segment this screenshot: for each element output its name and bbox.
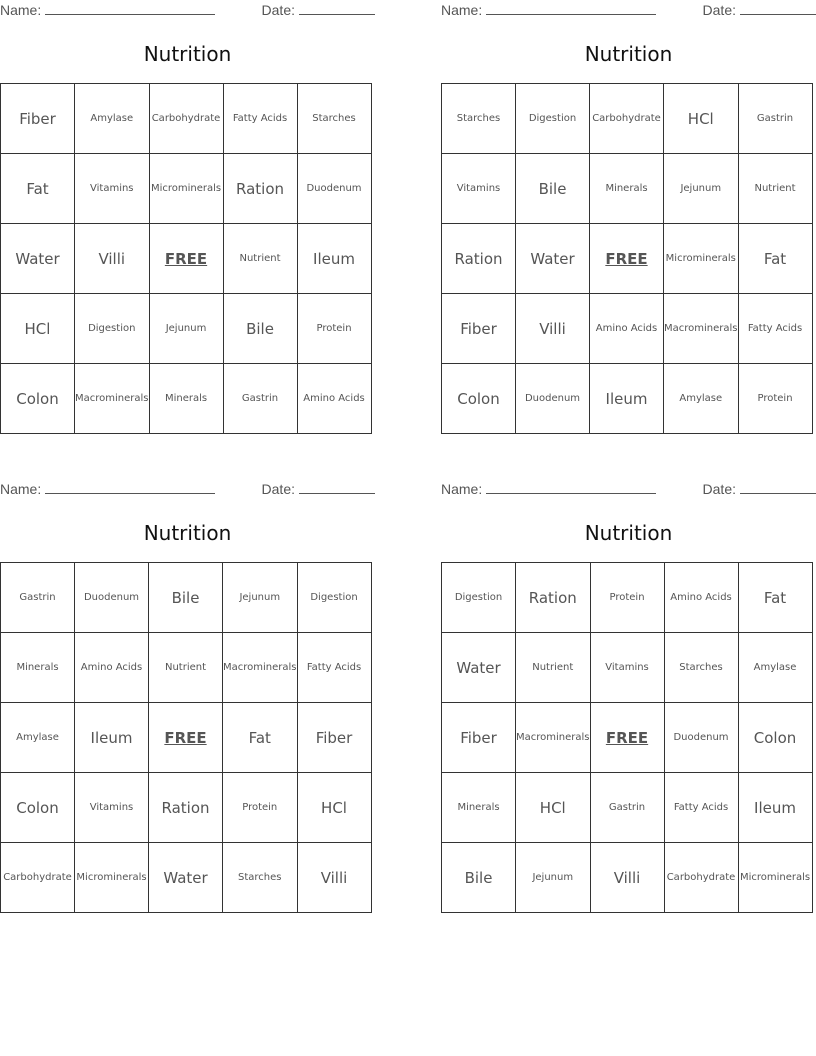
- date-label: Date:: [261, 481, 295, 497]
- bingo-cell[interactable]: Fiber: [442, 294, 516, 364]
- bingo-cell[interactable]: Digestion: [75, 294, 150, 364]
- bingo-cell[interactable]: Gastrin: [738, 84, 812, 154]
- grid-row: [442, 633, 813, 703]
- bingo-cell[interactable]: Amino Acids: [590, 294, 664, 364]
- bingo-cell[interactable]: Fiber: [1, 84, 75, 154]
- bingo-cell[interactable]: Colon: [442, 364, 516, 434]
- bingo-cell[interactable]: Ration: [516, 563, 591, 633]
- bingo-grid: [441, 83, 813, 434]
- bingo-cell[interactable]: Starches: [442, 84, 516, 154]
- bingo-cell[interactable]: Water: [442, 633, 516, 703]
- date-label: Date:: [702, 2, 736, 18]
- name-label: Name:: [441, 2, 483, 18]
- grid-row: [1, 703, 372, 773]
- bingo-cell[interactable]: Duodenum: [297, 154, 371, 224]
- bingo-cell[interactable]: Fatty Acids: [223, 84, 297, 154]
- bingo-cell[interactable]: Ration: [223, 154, 297, 224]
- name-label: Name:: [0, 2, 42, 18]
- bingo-cell[interactable]: Macrominerals: [75, 364, 150, 434]
- name-line: [486, 481, 656, 494]
- bingo-cell[interactable]: Bile: [223, 294, 297, 364]
- grid-row: [1, 563, 372, 633]
- name-field[interactable]: [0, 481, 215, 497]
- grid-row: [442, 154, 813, 224]
- bingo-cell[interactable]: Jejunum: [664, 154, 739, 224]
- grid-row: [1, 224, 372, 294]
- bingo-cell[interactable]: Jejunum: [149, 294, 223, 364]
- card-title: Nutrition: [584, 521, 673, 545]
- grid-row: [442, 773, 813, 843]
- free-space-cell[interactable]: FREE: [149, 224, 223, 294]
- bingo-cell[interactable]: Amylase: [1, 703, 75, 773]
- bingo-cell[interactable]: Gastrin: [1, 563, 75, 633]
- bingo-cell[interactable]: Duodenum: [664, 703, 738, 773]
- bingo-cell[interactable]: Colon: [1, 773, 75, 843]
- grid-row: [1, 633, 372, 703]
- card-title: Nutrition: [143, 42, 232, 66]
- name-label: Name:: [0, 481, 42, 497]
- bingo-grid: [441, 562, 813, 913]
- grid-row: [1, 154, 372, 224]
- grid-row: [442, 563, 813, 633]
- date-field[interactable]: [703, 2, 816, 18]
- bingo-cell[interactable]: Starches: [223, 843, 298, 913]
- date-line: [299, 481, 375, 494]
- bingo-cell[interactable]: Water: [516, 224, 590, 294]
- bingo-cell[interactable]: Gastrin: [590, 773, 664, 843]
- bingo-cell[interactable]: Amino Acids: [75, 633, 149, 703]
- bingo-cell[interactable]: Minerals: [1, 633, 75, 703]
- date-field[interactable]: [703, 481, 816, 497]
- free-space-cell[interactable]: FREE: [590, 224, 664, 294]
- bingo-cell[interactable]: Macrominerals: [516, 703, 591, 773]
- bingo-cell[interactable]: Fat: [223, 703, 298, 773]
- bingo-cell[interactable]: Ileum: [297, 224, 371, 294]
- date-line: [299, 2, 375, 15]
- bingo-cell[interactable]: Fat: [1, 154, 75, 224]
- bingo-cell[interactable]: Starches: [664, 633, 738, 703]
- bingo-cell[interactable]: Microminerals: [75, 843, 149, 913]
- bingo-cell[interactable]: Digestion: [442, 563, 516, 633]
- bingo-cell[interactable]: Nutrient: [223, 224, 297, 294]
- name-field[interactable]: [441, 481, 656, 497]
- bingo-cell[interactable]: Ileum: [590, 364, 664, 434]
- bingo-cell[interactable]: Carbohydrate: [664, 843, 738, 913]
- bingo-cell[interactable]: Fatty Acids: [664, 773, 738, 843]
- bingo-cell[interactable]: Bile: [516, 154, 590, 224]
- bingo-cell[interactable]: Vitamins: [75, 154, 150, 224]
- bingo-cell[interactable]: Amylase: [75, 84, 150, 154]
- date-line: [740, 481, 816, 494]
- grid-row: [442, 703, 813, 773]
- grid-row: [442, 294, 813, 364]
- bingo-cell[interactable]: Ileum: [75, 703, 149, 773]
- bingo-cell[interactable]: Microminerals: [149, 154, 223, 224]
- card-header: [0, 0, 375, 22]
- name-line: [486, 2, 656, 15]
- bingo-cell[interactable]: Protein: [297, 294, 371, 364]
- bingo-cell[interactable]: HCl: [297, 773, 371, 843]
- bingo-cell[interactable]: Fatty Acids: [738, 294, 812, 364]
- bingo-cell[interactable]: Duodenum: [75, 563, 149, 633]
- bingo-grid: [0, 562, 372, 913]
- bingo-cell[interactable]: Fiber: [442, 703, 516, 773]
- grid-row: [1, 84, 372, 154]
- date-label: Date:: [702, 481, 736, 497]
- bingo-cell[interactable]: Microminerals: [738, 843, 812, 913]
- date-label: Date:: [261, 2, 295, 18]
- bingo-cell[interactable]: Carbohydrate: [590, 84, 664, 154]
- free-space-cell[interactable]: FREE: [149, 703, 223, 773]
- card-header: [0, 479, 375, 501]
- bingo-cell[interactable]: Colon: [1, 364, 75, 434]
- bingo-cell[interactable]: Amino Acids: [664, 563, 738, 633]
- bingo-cell[interactable]: Vitamins: [75, 773, 149, 843]
- name-field[interactable]: [0, 2, 215, 18]
- bingo-cell[interactable]: Ileum: [738, 773, 812, 843]
- name-field[interactable]: [441, 2, 656, 18]
- bingo-cell[interactable]: Villi: [75, 224, 150, 294]
- bingo-cell[interactable]: Ration: [149, 773, 223, 843]
- bingo-cell[interactable]: Carbohydrate: [149, 84, 223, 154]
- bingo-cell[interactable]: Minerals: [590, 154, 664, 224]
- date-field[interactable]: [262, 2, 375, 18]
- bingo-cell[interactable]: Jejunum: [516, 843, 591, 913]
- grid-row: [442, 843, 813, 913]
- bingo-cell[interactable]: Macrominerals: [664, 294, 739, 364]
- bingo-cell[interactable]: HCl: [1, 294, 75, 364]
- grid-row: [1, 773, 372, 843]
- bingo-cell[interactable]: Minerals: [442, 773, 516, 843]
- bingo-cell[interactable]: Protein: [738, 364, 812, 434]
- bingo-cell[interactable]: Carbohydrate: [1, 843, 75, 913]
- bingo-cell[interactable]: Vitamins: [590, 633, 664, 703]
- card-title: Nutrition: [584, 42, 673, 66]
- bingo-cell[interactable]: Villi: [590, 843, 664, 913]
- bingo-cell[interactable]: Nutrient: [738, 154, 812, 224]
- bingo-cell[interactable]: Fiber: [297, 703, 371, 773]
- bingo-cell[interactable]: Fatty Acids: [297, 633, 371, 703]
- grid-row: [442, 364, 813, 434]
- bingo-cell[interactable]: Microminerals: [664, 224, 739, 294]
- bingo-cell[interactable]: Digestion: [516, 84, 590, 154]
- bingo-cell[interactable]: Ration: [442, 224, 516, 294]
- date-line: [740, 2, 816, 15]
- bingo-cell[interactable]: Macrominerals: [223, 633, 298, 703]
- grid-row: [442, 224, 813, 294]
- name-line: [45, 481, 215, 494]
- bingo-cell[interactable]: Protein: [590, 563, 664, 633]
- grid-row: [1, 364, 372, 434]
- card-header: [441, 479, 816, 501]
- bingo-cell[interactable]: Duodenum: [516, 364, 590, 434]
- bingo-cell[interactable]: Nutrient: [516, 633, 591, 703]
- bingo-cell[interactable]: HCl: [516, 773, 591, 843]
- grid-row: [1, 294, 372, 364]
- bingo-cell[interactable]: Fat: [738, 563, 812, 633]
- bingo-cell[interactable]: Amino Acids: [297, 364, 371, 434]
- card-title: Nutrition: [143, 521, 232, 545]
- card-header: [441, 0, 816, 22]
- bingo-grid: [0, 83, 372, 434]
- bingo-cell[interactable]: Digestion: [297, 563, 371, 633]
- bingo-cell[interactable]: Jejunum: [223, 563, 298, 633]
- name-label: Name:: [441, 481, 483, 497]
- bingo-cell[interactable]: HCl: [664, 84, 739, 154]
- bingo-cell[interactable]: Villi: [516, 294, 590, 364]
- bingo-cell[interactable]: Protein: [223, 773, 298, 843]
- name-line: [45, 2, 215, 15]
- bingo-cell[interactable]: Amylase: [664, 364, 739, 434]
- bingo-cell[interactable]: Nutrient: [149, 633, 223, 703]
- bingo-cell[interactable]: Starches: [297, 84, 371, 154]
- bingo-cell[interactable]: Bile: [442, 843, 516, 913]
- bingo-cell[interactable]: Bile: [149, 563, 223, 633]
- bingo-cell[interactable]: Water: [149, 843, 223, 913]
- free-space-cell[interactable]: FREE: [590, 703, 664, 773]
- bingo-cell[interactable]: Vitamins: [442, 154, 516, 224]
- bingo-cell[interactable]: Fat: [738, 224, 812, 294]
- bingo-cell[interactable]: Minerals: [149, 364, 223, 434]
- bingo-cell[interactable]: Villi: [297, 843, 371, 913]
- bingo-cell[interactable]: Amylase: [738, 633, 812, 703]
- date-field[interactable]: [262, 481, 375, 497]
- grid-row: [442, 84, 813, 154]
- bingo-cell[interactable]: Gastrin: [223, 364, 297, 434]
- grid-row: [1, 843, 372, 913]
- bingo-cell[interactable]: Water: [1, 224, 75, 294]
- bingo-cell[interactable]: Colon: [738, 703, 812, 773]
